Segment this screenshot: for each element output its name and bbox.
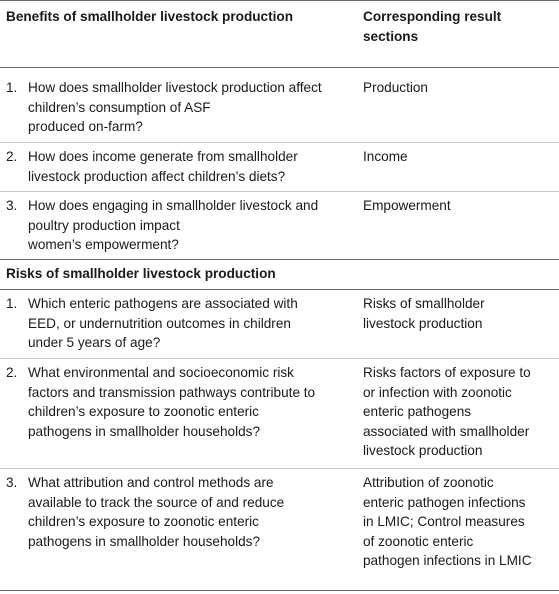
question-text: Which enteric pathogens are associated with EED, or undernutrition outcomes in children under 5 years of age? [28, 296, 298, 350]
table-top-rule [0, 0, 559, 1]
table-header-row [0, 0, 559, 56]
question-text: How does smallholder livestock production affect children’s consumption of ASF produced on-farm? [28, 80, 322, 134]
table-row: 3. How does engaging in smallholder livestock and poultry production impact women’s empowerment? Empowerment [0, 196, 559, 258]
header-benefits: Benefits of smallholder livestock production [6, 9, 294, 24]
row-divider [0, 191, 559, 192]
result-section: Risks of smallholder livestock production [363, 296, 485, 331]
table-bottom-rule [0, 590, 559, 591]
risks-section-title: Risks of smallholder livestock production [6, 266, 276, 281]
section-rule [0, 259, 559, 260]
header-result-sections: Corresponding result sections [363, 9, 502, 44]
result-section: Risks factors of exposure to or infection with zoonotic enteric pathogens associated with smallholder livestock production [363, 365, 531, 458]
header-rule [0, 67, 559, 68]
section-title-rule [0, 289, 559, 290]
table-row: 1. How does smallholder livestock production affect children’s consumption of ASF produced on-farm? Production [0, 78, 559, 145]
benefits-rows [0, 78, 559, 145]
row-divider [0, 468, 559, 469]
table-row: 3. What attribution and control methods are available to track the source of and reduce children’s exposure to zoonotic enteric pathogens in smallholder households? Attribution of zoonotic enteric pathogen infections in LMIC; Control measures of zoonotic enteric pathogen infections in LMIC [0, 473, 559, 571]
table-row: 1. Which enteric pathogens are associated with EED, or undernutrition outcomes in children under 5 years of age? Risks of smallholder livestock production [0, 294, 559, 353]
table-row: 2. How does income generate from smallholder livestock production affect children’s diets? Income [0, 147, 559, 193]
question-text: How does engaging in smallholder livestock and poultry production impact women’s empowerment? [28, 198, 319, 252]
question-text: How does income generate from smallholder livestock production affect children’s diets? [28, 149, 298, 184]
result-section: Attribution of zoonotic enteric pathogen infections in LMIC; Control measures of zoonotic enteric pathogen infections in LMIC [363, 475, 532, 568]
row-divider [0, 142, 559, 143]
result-section: Production [363, 80, 428, 95]
row-divider [0, 358, 559, 359]
result-section: Empowerment [363, 198, 451, 213]
question-text: What environmental and socioeconomic risk factors and transmission pathways contribute to children’s exposure to zoonotic enteric pathogens in smallholder households? [28, 365, 316, 439]
question-text: What attribution and control methods are available to track the source of and reduce children’s exposure to zoonotic enteric pathogens in smallholder households? [28, 475, 285, 549]
result-section: Income [363, 149, 408, 164]
table-row: 2. What environmental and socioeconomic risk factors and transmission pathways contribute to children’s exposure to zoonotic enteric pathogens in smallholder households? Risks factors of exposure to or infection with zoonotic enteric pathogens associated with smallholder livestock production [0, 363, 559, 461]
